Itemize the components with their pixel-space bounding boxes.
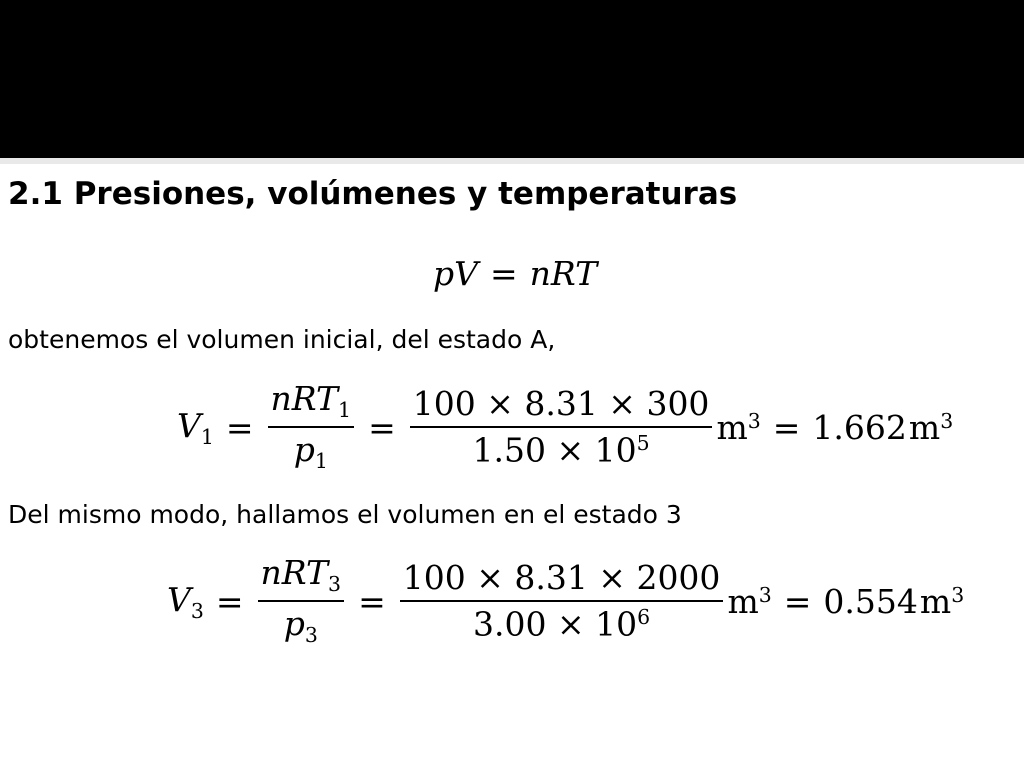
fraction-denominator: $3.00 \times 10^6$ [473, 603, 651, 643]
unit-cubic-meters: $m^3$ [716, 407, 761, 447]
equation-rhs: nRT [529, 254, 598, 293]
fraction-denominator: $p_1$ [293, 429, 328, 473]
result-unit: $m^3$ [919, 581, 965, 621]
equals-sign: = [772, 407, 801, 447]
result-value: 1.662 [812, 407, 907, 447]
numeric-fraction [400, 557, 724, 643]
symbolic-fraction [258, 553, 345, 647]
equals-sign: = [358, 581, 386, 621]
volume-1-equation [177, 379, 954, 473]
fraction-numerator: 100 × 8.31 × 300 [410, 387, 713, 428]
result-value: 0.554 [823, 581, 918, 621]
fraction-denominator: $p_3$ [283, 603, 318, 647]
equals-sign: = [489, 254, 518, 293]
equals-sign: = [783, 581, 812, 621]
band-divider [0, 158, 1024, 164]
title-band [0, 0, 1024, 158]
fraction-numerator: nRT$_3$ [258, 556, 345, 602]
equals-sign: = [368, 407, 396, 447]
symbolic-fraction [268, 379, 355, 473]
fraction-numerator: nRT$_1$ [268, 382, 355, 428]
unit-cubic-meters: $m^3$ [727, 581, 772, 621]
result-unit: $m^3$ [908, 407, 954, 447]
volume-variable: $V_3$ [167, 579, 204, 623]
fraction-denominator: $1.50 \times 10^5$ [472, 429, 650, 469]
fraction-numerator: 100 × 8.31 × 2000 [400, 561, 724, 602]
paragraph-initial-volume: obtenemos el volumen inicial, del estado A, [8, 325, 556, 354]
ideal-gas-equation [433, 254, 597, 293]
equation-lhs: pV [433, 254, 478, 293]
equals-sign: = [225, 407, 254, 447]
volume-3-equation [167, 553, 965, 647]
section-heading: 2.1 Presiones, volúmenes y temperaturas [8, 176, 738, 212]
numeric-fraction [410, 383, 713, 469]
equals-sign: = [215, 581, 244, 621]
paragraph-state-3-volume: Del mismo modo, hallamos el volumen en el estado 3 [8, 500, 682, 529]
volume-variable: $V_1$ [177, 405, 214, 449]
